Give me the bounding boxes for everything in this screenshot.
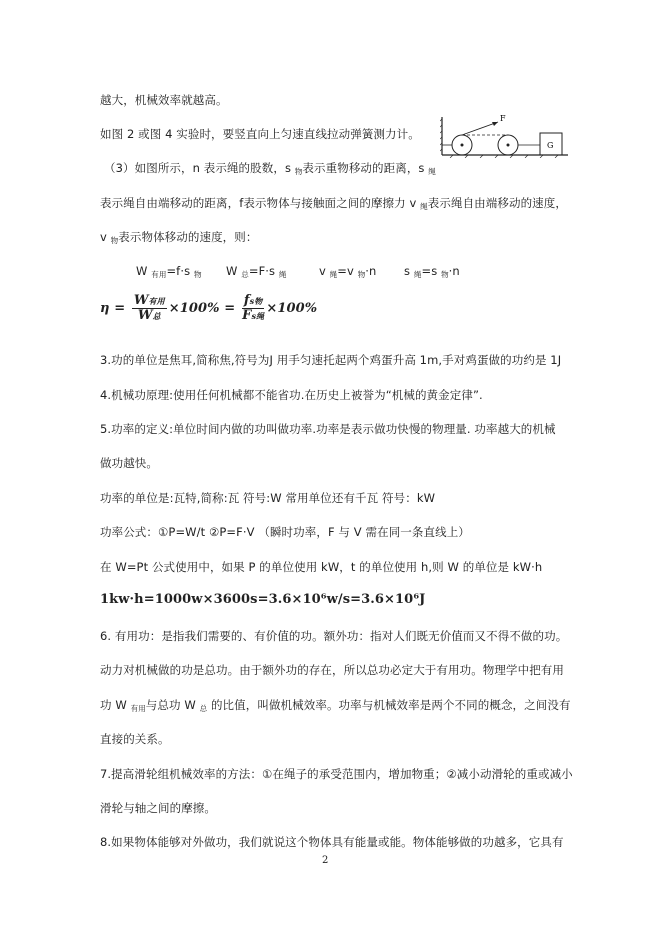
text-line: 越大，机械效率就越高。 [100,93,228,107]
text-line: 5.功率的定义:单位时间内做的功叫做功率.功率是表示做功快慢的物理量. 功率越大的机械 [100,422,556,436]
text-line: 功 W $_{有用}$与总功 W $_总$ 的比值，叫做机械效率。功率与机械效率是两个不同的概念，之间没有 [100,698,571,713]
text-line: 4.机械功原理:使用任何机械都不能省功.在历史上被誉为“机械的黄金定律”. [100,388,483,402]
text-line: 直接的关系。 [100,732,170,746]
text-line: 在 W=Pt 公式使用中，如果 P 的单位使用 kW，t 的单位使用 h,则 W 的单位是 kW·h [100,560,543,574]
text-line: 3.功的单位是焦耳,简称焦,符号为J 用手匀速托起两个鸡蛋升高 1m,手对鸡蛋做的功约是 1J [100,353,562,367]
text-line: 如图 2 或图 4 实验时，要竖直向上匀速直线拉动弹簧测力计。 [100,127,420,141]
unit-conversion-formula: 1kw·h=1000w×3600s=3.6×10⁶w/s=3.6×10⁶J [100,592,426,607]
text-line: 功率公式：①P=W/t ②P=F·V （瞬时功率，F 与 V 需在同一条直线上） [100,525,470,539]
text-line: 动力对机械做的功是总功。由于额外功的存在，所以总功必定大于有用功。物理学中把有用 [100,663,564,677]
text-line: （3）如图所示，n 表示绳的股数，s $_物$表示重物移动的距离，s $_绳$ [104,161,436,176]
text-line: 做功越快。 [100,456,158,470]
text-line: 功率的单位是:瓦特,简称:瓦 符号:W 常用单位还有千瓦 符号：kW [100,491,436,505]
text-line: v $_物$表示物体移动的速度，则： [100,230,258,245]
weight-label: G [547,141,554,150]
formula-w-useful: W $_{有用}$=f·s $_物$ [136,264,202,279]
pulley-diagram [440,113,570,158]
text-line: 表示绳自由端移动的距离，f表示物体与接触面之间的摩擦力 v $_绳$表示绳自由端移动的速度， [100,196,567,211]
force-label: F [500,114,506,123]
text-line: 8.如果物体能够对外做功，我们就说这个物体具有能量或能。物体能够做的功越多，它具有 [100,835,564,849]
text-line: 滑轮与轴之间的摩擦。 [100,801,216,815]
text-line: 6. 有用功：是指我们需要的、有价值的功。额外功：指对人们既无价值而又不得不做的功。 [100,629,568,643]
efficiency-formula: η = $\frac{\text{W有用}}{\text{W总}}$ ×100% = $\frac{\text{fs物}}{\text{Fs绳}}$ ×100% [100,293,318,323]
formula-s-rope: s $_绳$=s $_物$·n [404,264,460,279]
text-line: 7.提高滑轮组机械效率的方法：①在绳子的承受范围内，增加物重；②减小动滑轮的重或减小 [100,767,573,781]
formula-v-rope: v $_绳$=v $_物$·n [319,264,377,279]
page-number: 2 [322,855,329,866]
formula-w-total: W $_总$=F·s $_绳$ [226,264,287,279]
